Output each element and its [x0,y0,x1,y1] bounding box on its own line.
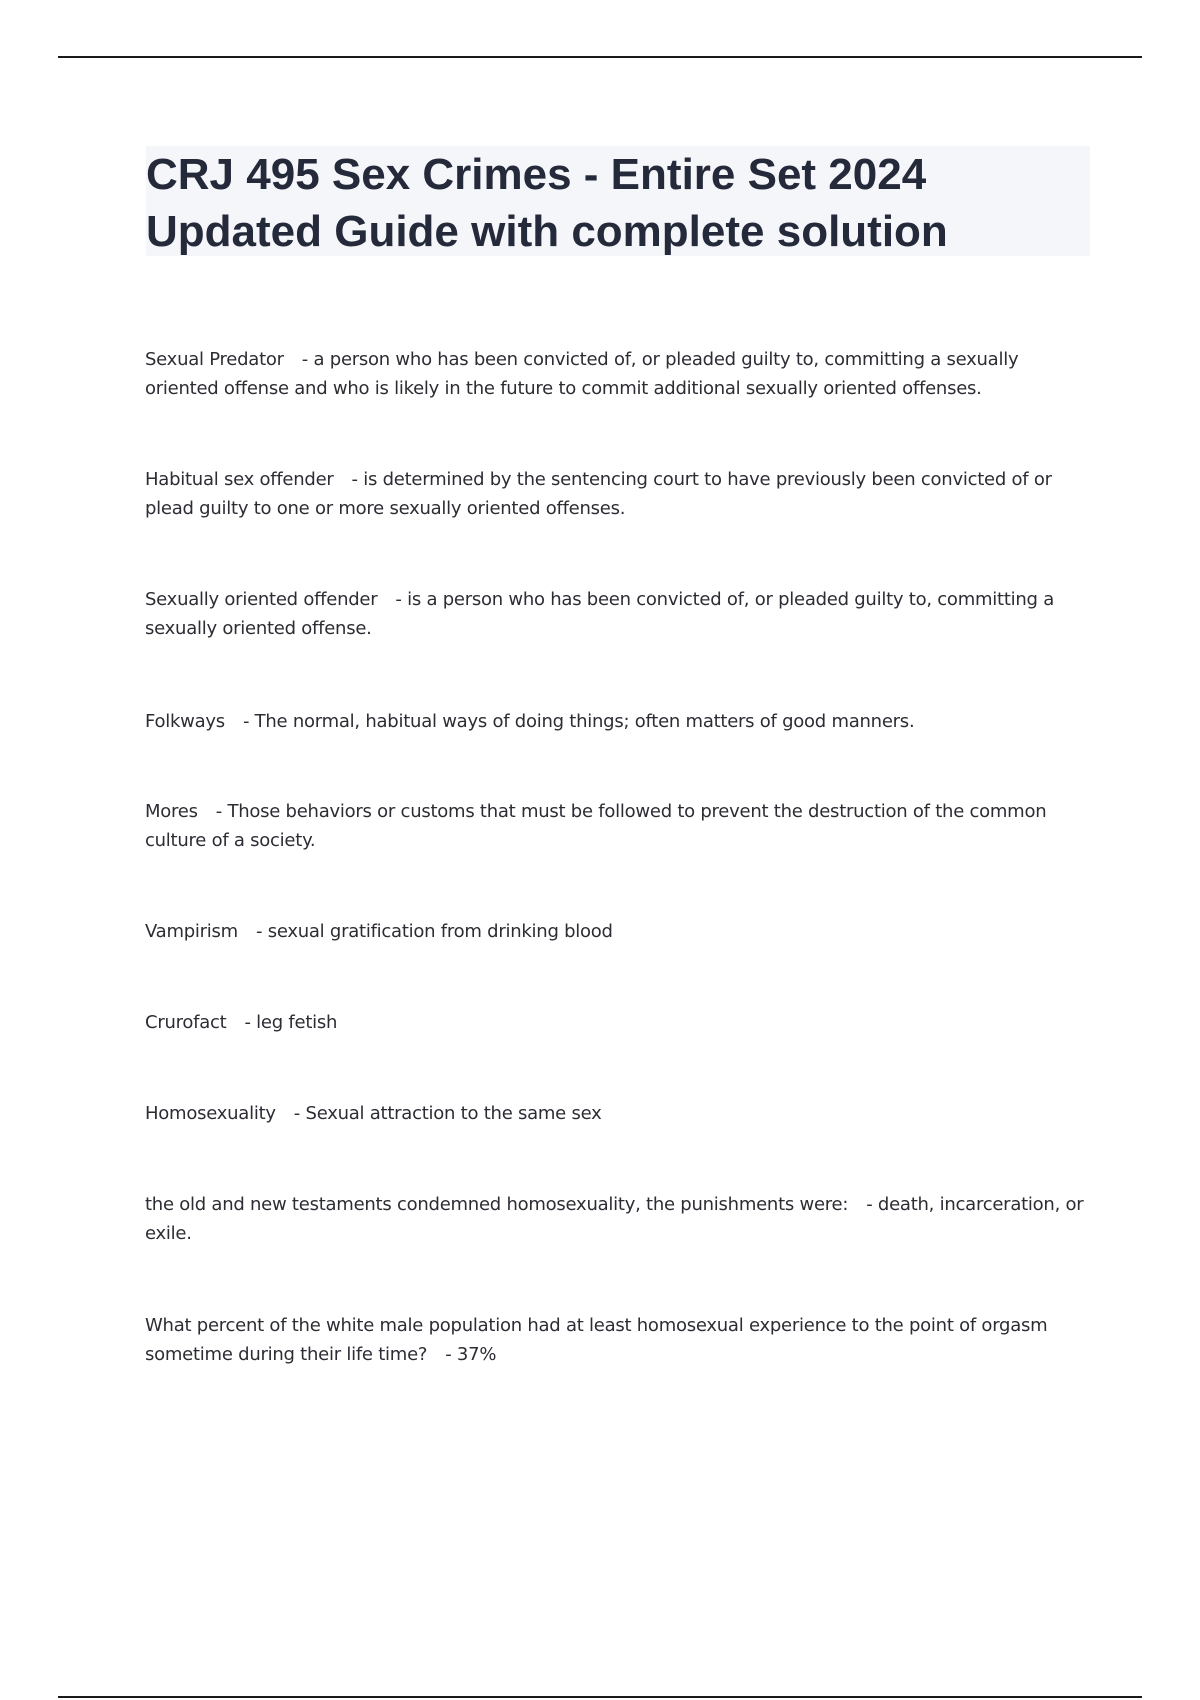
entry-definition: - death, incarceration, or exile. [145,1194,1084,1244]
entry-definition: - sexual gratification from drinking blood [255,921,613,942]
bottom-rule [58,1696,1142,1698]
page-title: CRJ 495 Sex Crimes - Entire Set 2024 Updated Guide with complete solution [146,150,948,256]
entry-term: Homosexuality [145,1103,276,1124]
entry-term: Vampirism [145,921,238,942]
glossary-entry [145,917,1090,946]
entry-term: Habitual sex offender [145,469,334,490]
glossary-entry [145,585,1090,643]
entry-definition: - Sexual attraction to the same sex [293,1103,602,1124]
glossary-entry [145,1311,1090,1369]
entry-term: Folkways [145,711,225,732]
glossary-entry [145,1099,1090,1128]
glossary-entry [145,797,1090,855]
top-rule [58,56,1142,58]
glossary-entry [145,345,1090,403]
entry-definition: - a person who has been convicted of, or pleaded guilty to, committing a sexually oriented offense and who is likely in the future to commit additional sexually oriented offenses. [145,349,1019,399]
entry-definition: - The normal, habitual ways of doing things; often matters of good manners. [242,711,915,732]
glossary-entry [145,1008,1090,1037]
entry-term: Mores [145,801,198,822]
glossary-entry [145,1190,1090,1248]
entry-term: Crurofact [145,1012,227,1033]
entry-term: Sexually oriented offender [145,589,378,610]
entry-definition: - leg fetish [244,1012,338,1033]
entry-definition: - is determined by the sentencing court to have previously been convicted of or plead guilty to one or more sexually oriented offenses. [145,469,1052,519]
glossary-entry [145,707,1090,736]
entry-term: the old and new testaments condemned homosexuality, the punishments were: [145,1194,849,1215]
title-block [146,146,1090,256]
glossary-entry [145,465,1090,523]
entry-term: Sexual Predator [145,349,284,370]
entry-definition: - Those behaviors or customs that must be followed to prevent the destruction of the common culture of a society. [145,801,1047,851]
entry-definition: - is a person who has been convicted of, or pleaded guilty to, committing a sexually oriented offense. [145,589,1054,639]
entry-term: What percent of the white male population had at least homosexual experience to the point of orgasm sometime during their life time? [145,1315,1048,1365]
entry-definition: - 37% [445,1344,497,1365]
